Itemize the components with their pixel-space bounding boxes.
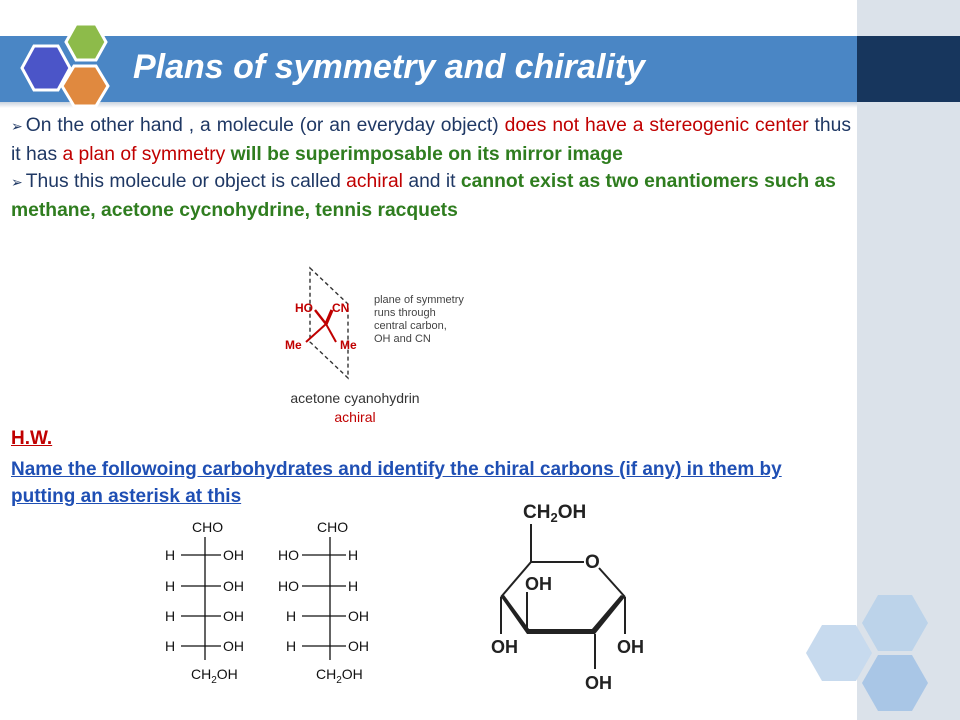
hexagon-logo-icon: [8, 18, 120, 120]
arrow-bullet-icon: ➢: [11, 175, 23, 191]
p1-text-1: On the other hand , a molecule (or an everyday object): [25, 115, 505, 136]
p2-text-2: and it: [402, 171, 461, 192]
ring-front-edge: [501, 595, 625, 634]
deco-hex-3: [862, 655, 928, 711]
acetone-cyanohydrin-figure: [268, 262, 483, 387]
haworth-oh-c2: OH: [585, 673, 612, 693]
label-me-left: Me: [285, 338, 302, 352]
p2-text-1: Thus this molecule or object is called: [25, 171, 347, 192]
fischer2-row3-right: OH: [348, 608, 369, 624]
label-ho: HO: [295, 301, 313, 315]
fischer-projection-1: [155, 510, 285, 690]
note-line-2: runs through: [374, 307, 436, 319]
label-cn: CN: [332, 301, 350, 315]
fischer2-row4-right: OH: [348, 638, 369, 654]
note-line-4: OH and CN: [374, 333, 431, 345]
homework-task: Name the followoing carbohydrates and identify the chiral carbons (if any) in them by putting an asterisk at this: [11, 459, 782, 507]
homework-heading: H.W.: [11, 428, 53, 449]
figure-caption-achiral: achiral: [334, 409, 376, 425]
symmetry-plane: [310, 268, 348, 378]
fischer2-row2-left: HO: [278, 578, 299, 594]
bond-c-me-right: [326, 324, 336, 342]
title-bar-shadow: [0, 102, 857, 108]
fischer1-row1-left: H: [165, 547, 176, 563]
fischer2-bottom-sub: 2: [336, 675, 342, 686]
note-line-3: central carbon,: [374, 320, 447, 332]
deco-hex-2: [806, 625, 872, 681]
bullet-paragraph-1: [11, 112, 851, 168]
p1-green-1: will be superimposable on its mirror image: [225, 144, 623, 165]
fischer1-top: CHO: [192, 519, 224, 535]
haworth-projection: [487, 484, 677, 705]
body-text: [11, 112, 851, 224]
fischer1-bottom-sub: 2: [211, 675, 217, 686]
fischer1-row2-right: OH: [223, 578, 244, 594]
p1-red-2: a plan of symmetry: [62, 144, 226, 165]
fischer1-bottom-oh: OH: [216, 666, 238, 682]
haworth-ch2oh-ch: CH: [523, 502, 551, 523]
haworth-oh-c4: OH: [491, 637, 518, 657]
fischer2-row2-right: H: [348, 578, 359, 594]
fischer1-row3-left: H: [165, 608, 176, 624]
fischer1-row4-right: OH: [223, 638, 244, 654]
haworth-ch2oh: [523, 502, 586, 525]
fischer2-row4-left: H: [286, 638, 297, 654]
haworth-ring-o: O: [585, 552, 600, 573]
slide-title: Plans of symmetry and chirality: [133, 48, 646, 86]
note-line-1: plane of symmetry: [374, 294, 464, 306]
haworth-oh-c3: OH: [525, 574, 552, 594]
fischer2-row3-left: H: [286, 608, 297, 624]
fischer2-bottom: [316, 666, 363, 686]
fischer2-row1-right: H: [348, 547, 359, 563]
fischer1-row1-right: OH: [223, 547, 244, 563]
fischer-projection-2: [270, 510, 400, 690]
fischer1-bottom: [191, 666, 238, 686]
fischer1-row2-left: H: [165, 578, 176, 594]
fischer2-top: CHO: [317, 519, 349, 535]
p1-text-2: thus it has: [11, 115, 851, 165]
figure-caption: acetone cyanohydrin: [290, 390, 420, 406]
deco-hex-1: [862, 595, 928, 651]
haworth-oh-c1: OH: [617, 637, 644, 657]
decorative-hexagons: [800, 585, 960, 720]
fischer1-row3-right: OH: [223, 608, 244, 624]
fischer1-row4-left: H: [165, 638, 176, 654]
ring-o-to-c1: [599, 568, 625, 597]
p2-green-1: cannot exist as two enantiomers such as methane, acetone cycnohydrine, tennis racquets: [11, 171, 836, 221]
fischer2-bottom-oh: OH: [341, 666, 363, 682]
fischer1-bottom-ch: CH: [191, 666, 212, 682]
bond-c-ho: [315, 310, 326, 324]
arrow-bullet-icon: ➢: [11, 119, 23, 135]
fischer2-bottom-ch: CH: [316, 666, 337, 682]
logo-hex-orange: [62, 66, 108, 106]
haworth-ch2oh-sub: 2: [550, 510, 558, 525]
title-bar-accent: [857, 36, 960, 102]
p1-red-1: does not have a stereogenic center: [504, 115, 809, 136]
fischer2-row1-left: HO: [278, 547, 299, 563]
label-me-right: Me: [340, 338, 357, 352]
p2-red-1: achiral: [346, 171, 403, 192]
logo-hex-green: [66, 24, 106, 60]
haworth-ch2oh-oh: OH: [557, 502, 587, 523]
bullet-paragraph-2: [11, 168, 851, 224]
bond-c-me-left: [306, 324, 326, 342]
